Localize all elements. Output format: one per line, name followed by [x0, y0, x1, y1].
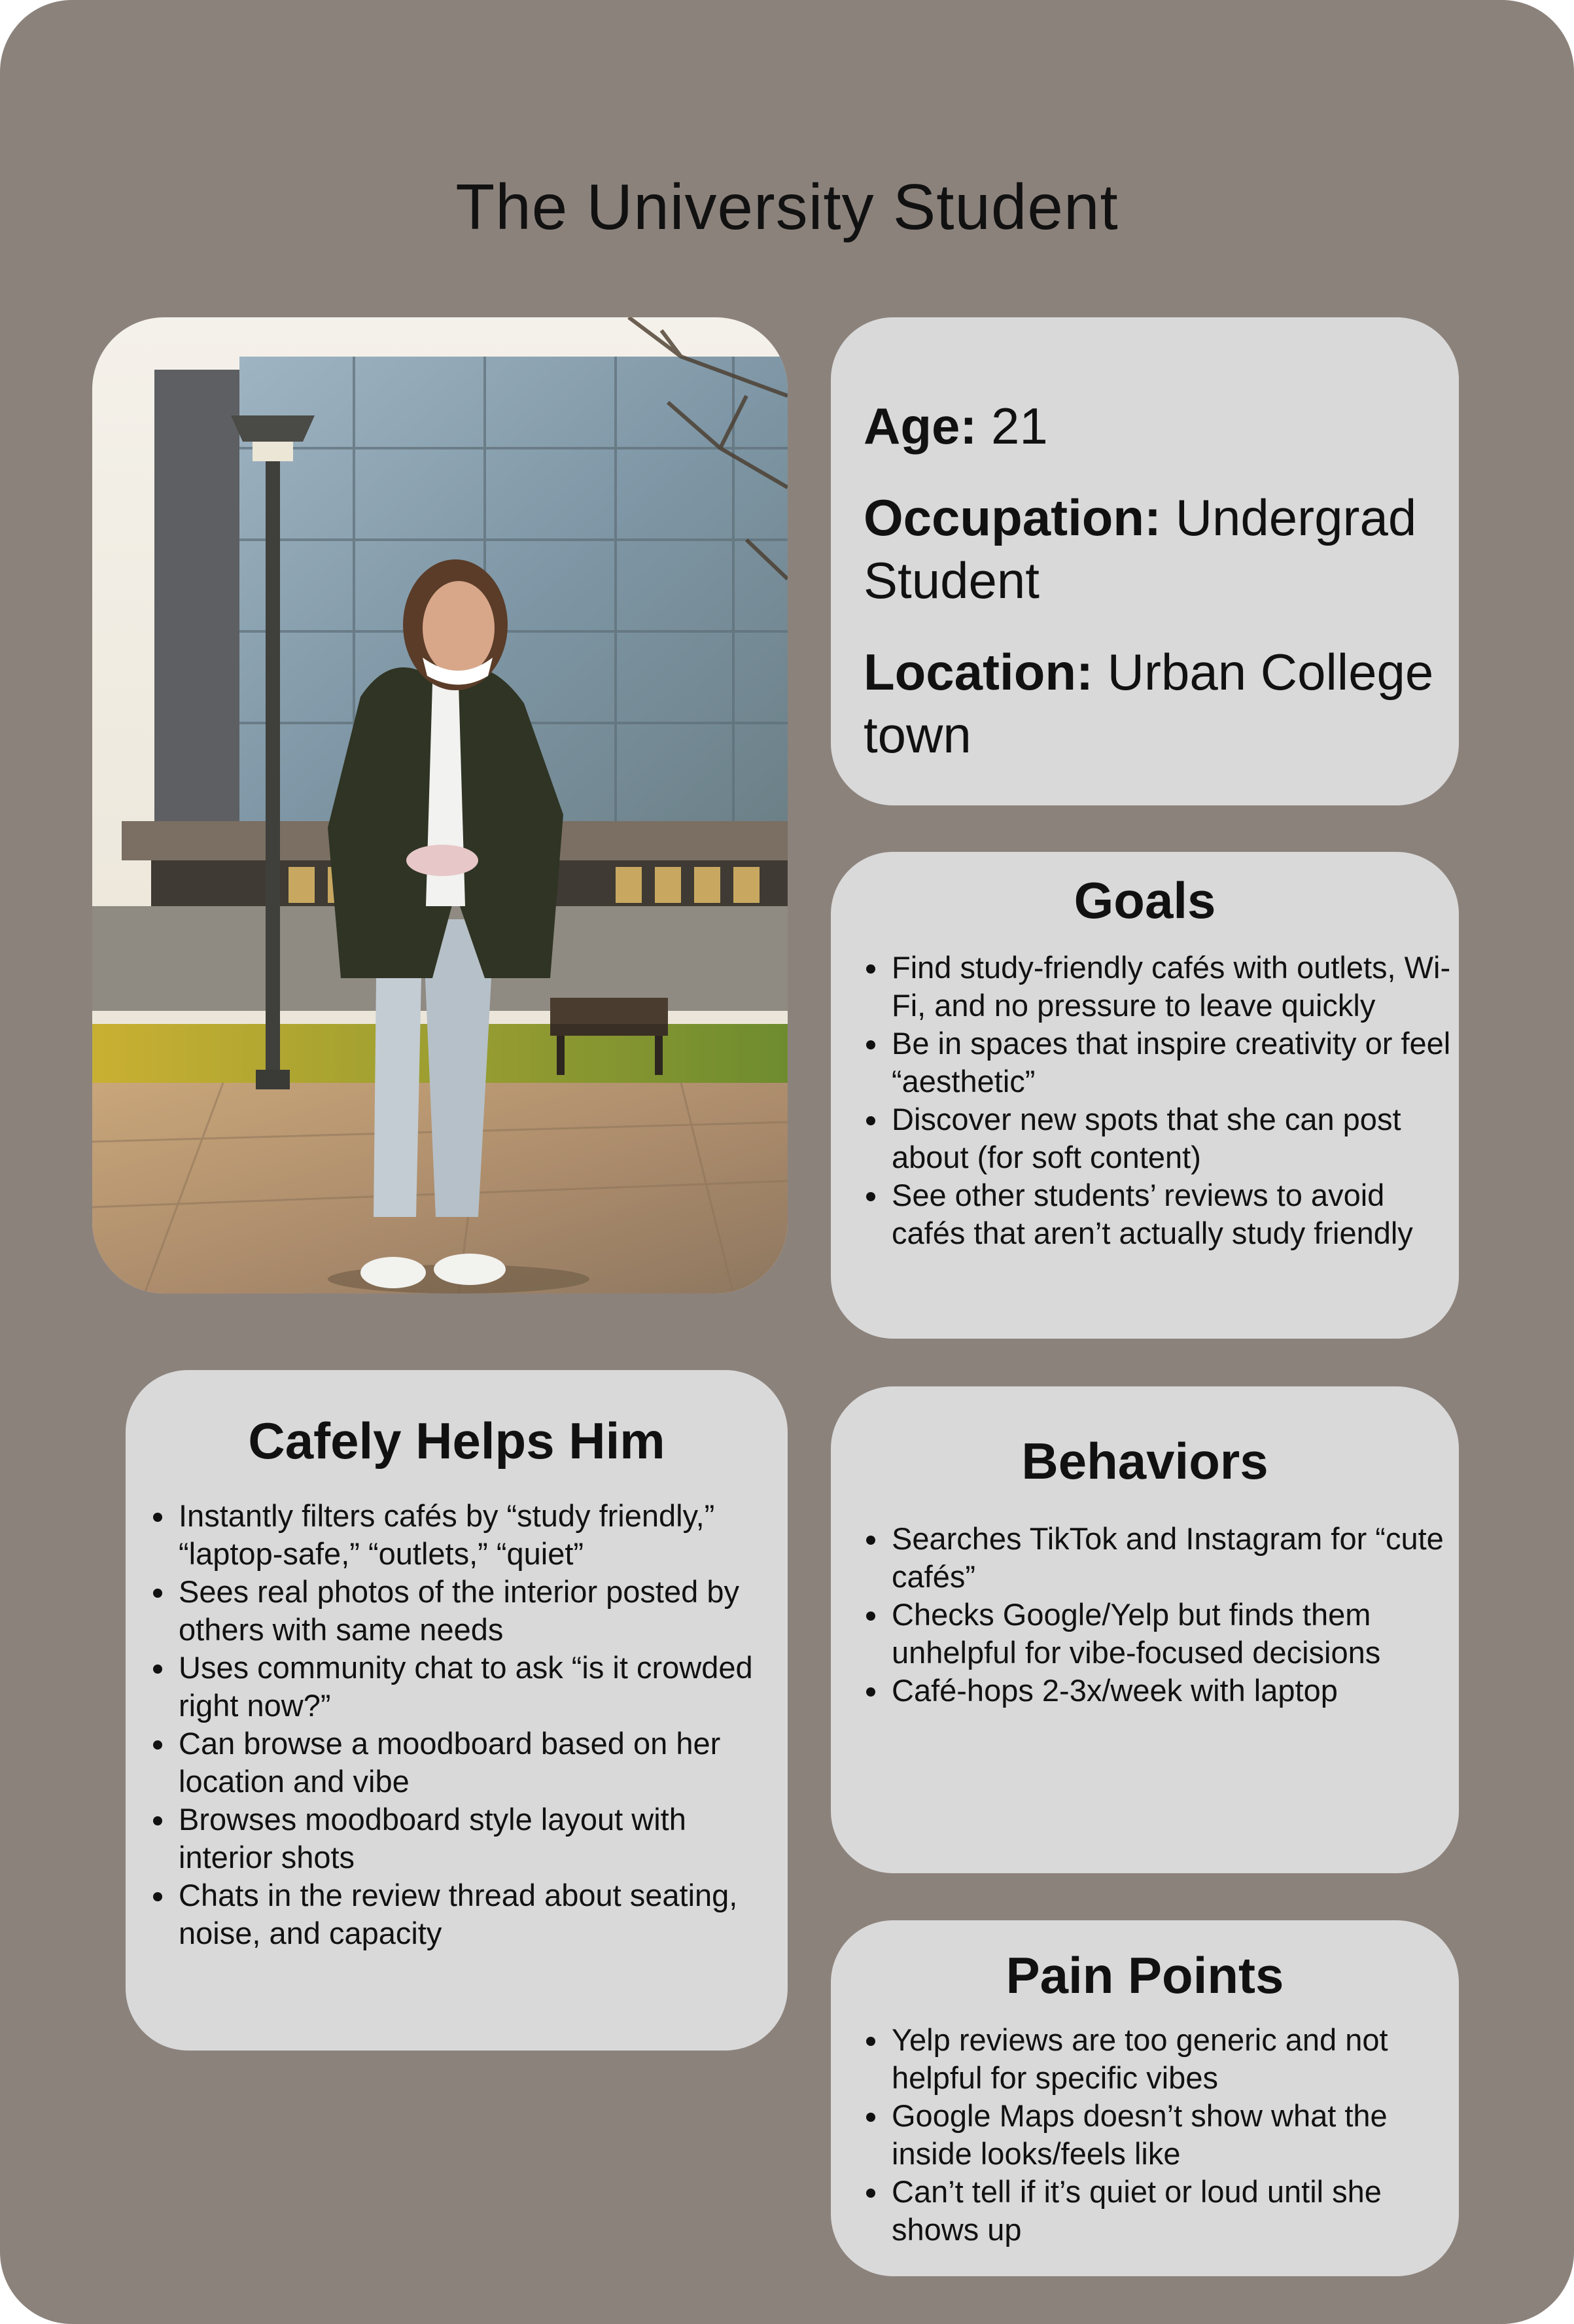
list-item: • Searches TikTok and Instagram for “cute cafés”	[889, 1520, 1459, 1596]
cafely-helps-card	[126, 1370, 788, 2051]
list-item: • Café-hops 2-3x/week with laptop	[889, 1672, 1459, 1710]
age-label: Age:	[864, 397, 977, 455]
list-item: • Can browse a moodboard based on her location and vibe	[176, 1725, 768, 1801]
pain-heading: Pain Points	[1006, 1946, 1284, 2004]
demographics-card	[831, 317, 1459, 805]
goals-card	[831, 852, 1459, 1339]
behaviors-heading: Behaviors	[1021, 1432, 1268, 1490]
pain-list	[831, 2021, 1459, 2249]
page-title: The University Student	[455, 170, 1119, 243]
location-value: Urban College town	[864, 643, 1434, 764]
helps-heading: Cafely Helps Him	[248, 1412, 665, 1470]
age-line	[864, 395, 1459, 457]
occupation-line	[864, 486, 1459, 612]
list-item: • Discover new spots that she can post about (for soft content)	[889, 1100, 1459, 1176]
list-item: • See other students’ reviews to avoid cafés that aren’t actually study friendly	[889, 1176, 1459, 1252]
list-item: • Checks Google/Yelp but finds them unhelpful for vibe-focused decisions	[889, 1596, 1459, 1672]
age-value: 21	[991, 397, 1048, 455]
list-item: • Chats in the review thread about seating, noise, and capacity	[176, 1876, 768, 1952]
list-item: • Google Maps doesn’t show what the inside looks/feels like	[889, 2097, 1459, 2173]
list-item: • Uses community chat to ask “is it crowded right now?”	[176, 1649, 768, 1725]
behaviors-card	[831, 1386, 1459, 1873]
list-item: • Yelp reviews are too generic and not helpful for specific vibes	[889, 2021, 1459, 2097]
location-line	[864, 641, 1459, 766]
list-item: • Sees real photos of the interior posted by others with same needs	[176, 1573, 768, 1649]
list-item: • Can’t tell if it’s quiet or loud until she shows up	[889, 2173, 1459, 2249]
occupation-value: Undergrad Student	[864, 489, 1417, 609]
list-item: • Browses moodboard style layout with interior shots	[176, 1801, 768, 1876]
persona-photo	[92, 317, 788, 1294]
pain-points-card	[831, 1920, 1459, 2276]
behaviors-list	[831, 1520, 1459, 1710]
helps-list	[126, 1497, 788, 1952]
list-item: • Find study-friendly cafés with outlets, Wi-Fi, and no pressure to leave quickly	[889, 949, 1459, 1025]
goals-heading: Goals	[1074, 872, 1216, 929]
list-item: • Be in spaces that inspire creativity or feel “aesthetic”	[889, 1025, 1459, 1100]
list-item: • Instantly filters cafés by “study friendly,” “laptop-safe,” “outlets,” “quiet”	[176, 1497, 768, 1573]
location-label: Location:	[864, 643, 1093, 701]
goals-list	[831, 949, 1459, 1252]
occupation-label: Occupation:	[864, 489, 1162, 546]
